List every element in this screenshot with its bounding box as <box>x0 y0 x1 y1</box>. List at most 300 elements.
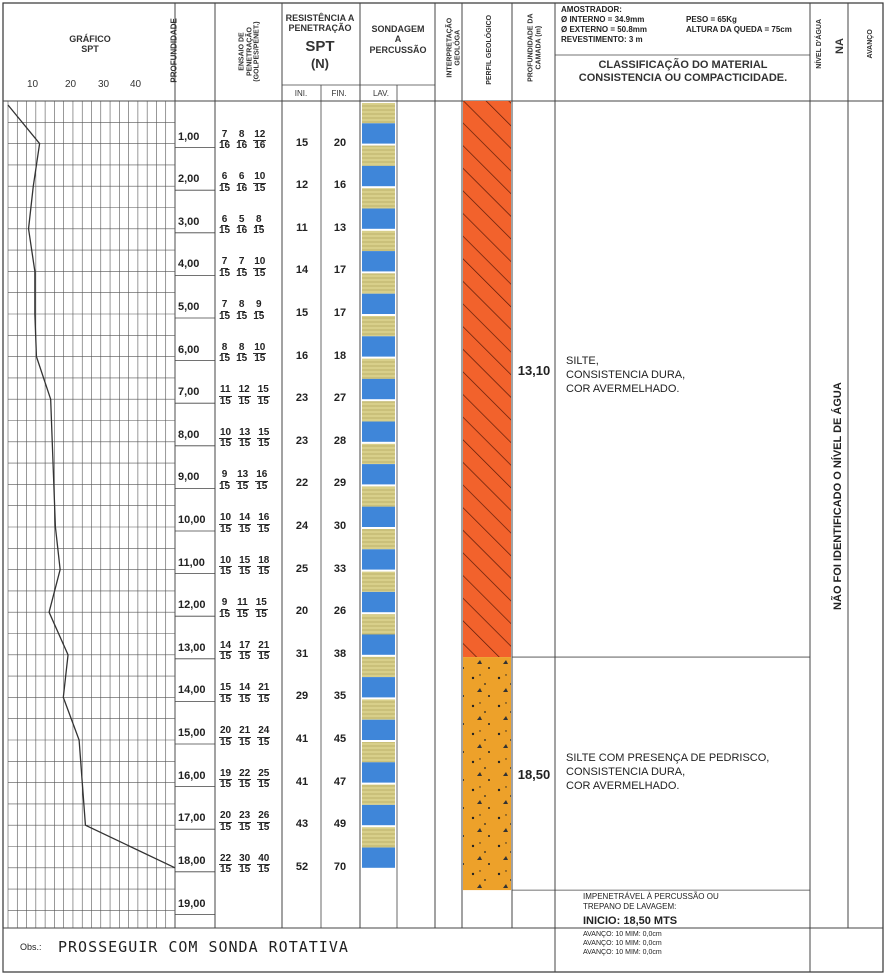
blow-count: 16 <box>256 469 268 481</box>
blow-fraction <box>219 343 230 365</box>
blow-fraction <box>253 300 264 322</box>
fin-header: FIN. <box>331 89 347 98</box>
sondagem-lavagem-segment <box>362 336 395 356</box>
depth-label: 8,00 <box>178 428 200 441</box>
spt-fin-value: 28 <box>333 434 347 447</box>
nivel-header: NÍVEL D'ÁGUA <box>816 18 824 69</box>
spt-ini-value: 25 <box>295 562 309 575</box>
blow-count: 10 <box>220 426 232 438</box>
blow-count: 6 <box>221 213 228 225</box>
sondagem-lavagem-segment <box>362 464 395 484</box>
penetration-cm: 15 <box>219 480 231 492</box>
blow-fraction <box>219 769 232 791</box>
blow-count: 9 <box>221 597 228 609</box>
blow-counts <box>219 470 268 492</box>
sondagem-lavagem-segment <box>362 720 395 740</box>
blow-fraction <box>238 428 251 450</box>
blow-fraction <box>236 215 247 237</box>
blow-fraction <box>219 513 232 535</box>
spt-fin-value: 38 <box>333 647 347 660</box>
grafico-tick-10: 10 <box>27 79 39 90</box>
sondagem-sample-segment <box>362 359 395 379</box>
blow-fraction <box>219 598 230 620</box>
water-level-note: NÃO FOI IDENTIFICADO O NÍVEL DE ÁGUA <box>831 382 844 610</box>
penetration-cm: 15 <box>219 310 231 322</box>
blow-count: 22 <box>239 767 251 779</box>
penetration-cm: 15 <box>258 438 270 450</box>
spt-fin-value: 13 <box>333 221 347 234</box>
sondagem-lavagem-segment <box>362 209 395 229</box>
blow-counts <box>219 811 270 833</box>
blow-count: 7 <box>221 299 228 310</box>
penetration-cm: 15 <box>220 821 232 833</box>
penetration-cm: 15 <box>239 438 251 450</box>
inicio-note: INICIO: 18,50 MTS <box>583 915 678 927</box>
avanco-list <box>583 930 662 957</box>
penetration-cm: 15 <box>239 736 251 748</box>
spt-fin-value: 29 <box>333 477 347 490</box>
spt-fin-value: 70 <box>333 860 347 873</box>
blow-fraction <box>257 385 270 407</box>
blow-counts <box>219 641 270 663</box>
blow-fraction <box>219 854 232 876</box>
blow-counts <box>219 215 264 237</box>
penetration-cm: 15 <box>236 267 248 279</box>
sondagem-lavagem-segment <box>362 251 395 271</box>
blow-count: 12 <box>238 384 250 396</box>
spt-ini-value: 20 <box>295 605 309 618</box>
spt-fin-value: 33 <box>333 562 347 575</box>
perfil-layer-silte-hatch <box>463 101 511 657</box>
sondagem-sample-segment <box>362 572 395 592</box>
penetration-cm: 15 <box>219 267 231 279</box>
penetration-cm: 16 <box>236 182 248 194</box>
spt-ini-value: 29 <box>295 690 309 703</box>
blow-count: 14 <box>239 682 251 694</box>
penetration-cm: 15 <box>258 779 270 791</box>
prof-camada-header: PROFUNDIDADE DA CAMADA (m) <box>527 13 542 82</box>
spt-fin-value: 30 <box>333 520 347 532</box>
depth-label: 13,00 <box>178 641 206 654</box>
blow-fraction <box>219 556 232 578</box>
blow-fraction <box>219 257 230 279</box>
depth-label: 11,00 <box>178 556 205 569</box>
blow-counts <box>219 598 268 620</box>
penetration-cm: 16 <box>236 140 248 152</box>
spt-fin-value: 45 <box>333 733 347 745</box>
blow-fraction <box>219 811 232 833</box>
penetration-cm: 15 <box>257 395 269 407</box>
spt-fin-value: 16 <box>333 179 347 192</box>
blow-count: 13 <box>237 469 249 481</box>
penetration-cm: 15 <box>239 651 251 663</box>
sondagem-sample-segment <box>362 146 395 166</box>
penetration-cm: 15 <box>220 438 232 450</box>
blow-fraction <box>253 130 266 152</box>
penetration-cm: 15 <box>258 566 270 578</box>
penetration-cm: 15 <box>254 267 266 279</box>
sondagem-lavagem-segment <box>362 379 395 399</box>
spt-ini-value: 16 <box>295 349 309 362</box>
sondagem-sample-segment <box>362 316 395 336</box>
blow-fraction <box>219 726 232 748</box>
sondagem-lavagem-segment <box>362 592 395 612</box>
externo-value: Ø EXTERNO = 50.8mm <box>561 25 648 34</box>
depth-label: 4,00 <box>178 258 200 271</box>
blow-counts <box>219 172 266 194</box>
blow-fraction <box>219 130 230 152</box>
impenetravel-note: IMPENETRÁVEL À PERCUSSÃO OU TREPANO DE LAVAGEM: <box>583 892 719 911</box>
layer-1-depth: 13,10 <box>517 363 551 378</box>
blow-fraction <box>257 854 270 876</box>
blow-count: 21 <box>239 725 251 736</box>
spt-fin-value: 47 <box>333 775 347 788</box>
depth-label: 12,00 <box>178 599 206 612</box>
sondagem-lavagem-segment <box>362 294 395 314</box>
blow-counts <box>219 257 266 279</box>
penetration-cm: 15 <box>239 693 251 705</box>
sondagem-sample-segment <box>362 444 395 464</box>
blow-count: 5 <box>238 213 245 225</box>
perfil-layer-pedrisco-dots <box>463 657 511 890</box>
penetration-cm: 15 <box>239 566 251 578</box>
penetration-cm: 15 <box>255 608 267 620</box>
blow-count: 8 <box>238 341 245 353</box>
blow-count: 14 <box>220 639 232 651</box>
spt-ini-value: 14 <box>295 264 309 277</box>
blow-counts <box>219 300 264 322</box>
blow-count: 20 <box>220 810 232 822</box>
penetration-cm: 15 <box>239 821 251 833</box>
penetration-cm: 15 <box>258 693 270 705</box>
penetration-cm: 15 <box>239 864 251 876</box>
blow-fraction <box>257 726 270 748</box>
sondagem-lavagem-segment <box>362 422 395 442</box>
depth-label: 16,00 <box>178 769 206 782</box>
blow-count: 15 <box>255 597 267 609</box>
classificacao-header: CLASSIFICAÇÃO DO MATERIAL CONSISTENCIA OU COMPACTICIDADE. <box>578 59 788 84</box>
depth-label: 9,00 <box>178 471 200 484</box>
spt-fin-value: 17 <box>333 307 347 319</box>
sondagem-sample-segment <box>362 614 395 634</box>
ini-header: INI. <box>294 89 308 98</box>
depth-label-last: 19,00 <box>178 898 206 910</box>
interpretacao-header: INTERPRETAÇÃO GEOLÓGA <box>446 17 461 78</box>
penetration-cm: 15 <box>220 736 232 748</box>
depth-label: 18,00 <box>178 854 206 867</box>
peso-value: PESO = 65Kg <box>686 15 737 24</box>
depth-label: 7,00 <box>178 386 200 399</box>
spt-ini-value: 41 <box>295 733 309 745</box>
spt-ini-value: 43 <box>295 818 309 831</box>
sondagem-sample-segment <box>362 742 395 762</box>
depth-label: 1,00 <box>178 130 200 143</box>
blow-fraction <box>238 769 251 791</box>
blow-fraction <box>238 726 251 748</box>
blow-count: 6 <box>238 171 245 183</box>
blow-fraction <box>257 811 270 833</box>
depth-label: 6,00 <box>178 343 200 356</box>
spt-fin-value: 20 <box>333 136 347 149</box>
blow-fraction <box>236 470 249 492</box>
grafico-tick-30: 30 <box>98 79 110 90</box>
blow-count: 12 <box>254 128 266 140</box>
blow-fraction <box>236 598 249 620</box>
penetration-cm: 15 <box>219 182 231 194</box>
layer-1-description: SILTE, CONSISTENCIA DURA, COR AVERMELHADO. <box>566 355 686 395</box>
depth-label: 14,00 <box>178 684 206 697</box>
penetration-cm: 15 <box>253 310 265 322</box>
penetration-cm: 15 <box>238 395 250 407</box>
spt-fin-value: 49 <box>333 818 347 831</box>
penetration-cm: 15 <box>220 693 232 705</box>
blow-count: 20 <box>220 725 232 736</box>
blow-fraction <box>253 343 266 365</box>
blow-count: 7 <box>221 128 228 140</box>
penetration-cm: 16 <box>219 140 231 152</box>
blow-fraction <box>219 300 230 322</box>
blow-count: 24 <box>258 725 270 736</box>
blow-count: 10 <box>220 554 232 566</box>
grafico-tick-40: 40 <box>130 79 142 90</box>
penetration-cm: 15 <box>236 310 248 322</box>
spt-ini-value: 23 <box>295 392 309 405</box>
blow-count: 21 <box>258 682 270 694</box>
blow-count: 10 <box>254 256 266 268</box>
obs-text: PROSSEGUIR COM SONDA ROTATIVA <box>58 938 349 956</box>
outer-frame <box>3 3 883 972</box>
blow-count: 7 <box>221 256 228 268</box>
blow-counts <box>219 343 266 365</box>
blow-count: 18 <box>258 554 270 566</box>
blow-fraction <box>219 641 232 663</box>
blow-count: 16 <box>258 512 270 523</box>
sondagem-sample-segment <box>362 529 395 549</box>
blow-fraction <box>253 215 264 237</box>
resistencia-title: RESISTÊNCIA A PENETRAÇÃO <box>285 13 355 34</box>
grafico-tick-20: 20 <box>65 79 77 90</box>
n-label: (N) <box>310 56 330 71</box>
blow-count: 23 <box>239 810 251 822</box>
sondagem-sample-segment <box>362 231 395 251</box>
penetration-cm: 15 <box>237 480 249 492</box>
blow-fraction <box>255 470 268 492</box>
blow-counts <box>219 769 270 791</box>
avanco-item: AVANÇO: 10 MIM: 0,0cm <box>583 949 662 957</box>
blow-counts <box>219 385 270 407</box>
obs-label: Obs.: <box>20 942 42 952</box>
blow-counts <box>219 854 270 876</box>
blow-fraction <box>236 172 247 194</box>
depth-label: 5,00 <box>178 301 200 313</box>
revestimento-value: REVESTIMENTO: 3 m <box>561 35 643 44</box>
blow-fraction <box>238 385 251 407</box>
depth-label: 17,00 <box>178 812 206 825</box>
blow-count: 19 <box>220 767 232 779</box>
avanco-item: AVANÇO: 10 MIM: 0,0cm <box>583 940 662 948</box>
perfil-header: PERFIL GEOLÓGICO <box>486 14 494 85</box>
spt-ini-value: 24 <box>295 520 309 532</box>
penetration-cm: 15 <box>219 608 231 620</box>
depth-label: 15,00 <box>178 727 206 739</box>
blow-count: 11 <box>220 384 231 396</box>
blow-fraction <box>219 470 230 492</box>
sondagem-lavagem-segment <box>362 507 395 527</box>
depth-label: 10,00 <box>178 514 206 526</box>
sondagem-sample-segment <box>362 103 395 123</box>
spt-fin-value: 27 <box>333 392 347 405</box>
sondagem-sample-segment <box>362 699 395 719</box>
spt-fin-value: 17 <box>333 264 347 277</box>
altura-value: ALTURA DA QUEDA = 75cm <box>686 25 792 34</box>
depth-label: 3,00 <box>178 215 200 228</box>
blow-count: 10 <box>254 341 266 353</box>
spt-ini-value: 15 <box>295 307 309 319</box>
amostrador-label: AMOSTRADOR: <box>561 5 622 14</box>
sondagem-lavagem-segment <box>362 635 395 655</box>
spt-label: SPT <box>305 38 335 55</box>
penetration-cm: 15 <box>258 821 270 833</box>
blow-count: 10 <box>220 512 232 523</box>
blow-count: 8 <box>238 128 245 140</box>
blow-count: 13 <box>239 426 251 438</box>
blow-fraction <box>257 556 270 578</box>
peso-block <box>686 15 792 35</box>
penetration-cm: 15 <box>220 651 232 663</box>
spt-ini-value: 52 <box>295 860 309 873</box>
blow-count: 15 <box>220 682 232 694</box>
ensaio-header: ENSAIO DE PENETRAÇÃO (GOLPES/PENET.) <box>238 21 261 82</box>
blow-fraction <box>238 513 251 535</box>
avanco-header: AVANÇO <box>867 29 875 59</box>
blow-fraction <box>238 811 251 833</box>
blow-counts <box>219 130 266 152</box>
spt-fin-value: 35 <box>333 690 347 703</box>
interno-value: Ø INTERNO = 34.9mm <box>561 15 645 24</box>
blow-count: 22 <box>220 852 232 864</box>
penetration-cm: 15 <box>253 225 265 237</box>
blow-fraction <box>236 257 247 279</box>
blow-fraction <box>238 641 251 663</box>
spt-fin-value: 18 <box>333 349 347 362</box>
sondagem-lavagem-segment <box>362 549 395 569</box>
blow-count: 14 <box>239 512 251 523</box>
blow-fraction <box>219 385 232 407</box>
sondagem-lavagem-segment <box>362 677 395 697</box>
penetration-cm: 15 <box>219 353 231 365</box>
penetration-cm: 15 <box>236 608 248 620</box>
blow-fraction <box>236 130 247 152</box>
spt-ini-value: 22 <box>295 477 309 490</box>
blow-fraction <box>257 428 270 450</box>
blow-count: 21 <box>258 639 270 651</box>
grafico-title: GRÁFICO SPT <box>69 34 111 55</box>
blow-count: 15 <box>258 426 270 438</box>
penetration-cm: 15 <box>256 480 268 492</box>
blow-count: 9 <box>256 299 262 310</box>
spt-ini-value: 23 <box>295 434 309 447</box>
profundidade-header: PROFUNDIDADE <box>169 18 179 83</box>
blow-count: 8 <box>256 213 262 225</box>
sondagem-lavagem-segment <box>362 848 395 868</box>
blow-fraction <box>253 257 266 279</box>
penetration-cm: 15 <box>220 779 232 791</box>
penetration-cm: 15 <box>236 353 248 365</box>
penetration-cm: 16 <box>254 140 266 152</box>
blow-counts <box>219 428 270 450</box>
sondagem-sample-segment <box>362 785 395 805</box>
blow-count: 17 <box>239 639 251 651</box>
penetration-cm: 15 <box>239 779 251 791</box>
sondagem-sample-segment <box>362 273 395 293</box>
blow-count: 25 <box>258 767 270 779</box>
sondagem-lavagem-segment <box>362 166 395 186</box>
spt-fin-value: 26 <box>333 605 347 618</box>
blow-fraction <box>255 598 268 620</box>
sondagem-sample-segment <box>362 401 395 421</box>
sondagem-sample-segment <box>362 657 395 677</box>
blow-count: 6 <box>221 171 228 183</box>
blow-counts <box>219 683 270 705</box>
penetration-cm: 15 <box>220 566 232 578</box>
avanco-item: AVANÇO: 10 MIM: 0,0cm <box>583 931 662 938</box>
blow-count: 10 <box>254 171 266 183</box>
blow-count: 9 <box>221 469 228 481</box>
penetration-cm: 15 <box>239 523 251 535</box>
blow-count: 11 <box>237 597 248 609</box>
penetration-cm: 15 <box>220 523 232 535</box>
spt-ini-value: 12 <box>295 179 309 192</box>
blow-fraction <box>257 683 270 705</box>
blow-fraction <box>219 172 230 194</box>
blow-fraction <box>236 343 247 365</box>
blow-fraction <box>236 300 247 322</box>
sondagem-lavagem-segment <box>362 805 395 825</box>
lav-header: LAV. <box>372 89 389 98</box>
blow-fraction <box>238 854 251 876</box>
amostrador-block <box>561 5 647 45</box>
penetration-cm: 15 <box>219 225 231 237</box>
sondagem-sample-segment <box>362 486 395 506</box>
sondagem-lavagem-segment <box>362 123 395 143</box>
layer-2-description: SILTE COM PRESENÇA DE PEDRISCO, CONSISTENCIA DURA, COR AVERMELHADO. <box>566 752 770 792</box>
blow-fraction <box>257 513 270 535</box>
blow-count: 15 <box>239 554 251 566</box>
blow-fraction <box>219 683 232 705</box>
blow-fraction <box>257 769 270 791</box>
sondagem-sample-segment <box>362 827 395 847</box>
penetration-cm: 15 <box>220 864 232 876</box>
na-header: NA <box>833 38 846 54</box>
blow-fraction <box>238 683 251 705</box>
penetration-cm: 16 <box>236 225 248 237</box>
penetration-cm: 15 <box>254 182 266 194</box>
spt-ini-value: 41 <box>295 775 309 788</box>
penetration-cm: 15 <box>258 864 270 876</box>
blow-count: 40 <box>258 852 270 864</box>
blow-fraction <box>253 172 266 194</box>
blow-counts <box>219 556 270 578</box>
depth-label: 2,00 <box>178 173 200 186</box>
spt-ini-value: 15 <box>295 136 309 149</box>
penetration-cm: 15 <box>258 651 270 663</box>
spt-ini-value: 11 <box>296 221 308 234</box>
sondagem-lavagem-segment <box>362 762 395 782</box>
blow-count: 8 <box>221 341 228 353</box>
spt-ini-value: 31 <box>295 647 309 660</box>
blow-count: 8 <box>238 299 245 310</box>
sondagem-header: SONDAGEM A PERCUSSÃO <box>369 24 427 55</box>
